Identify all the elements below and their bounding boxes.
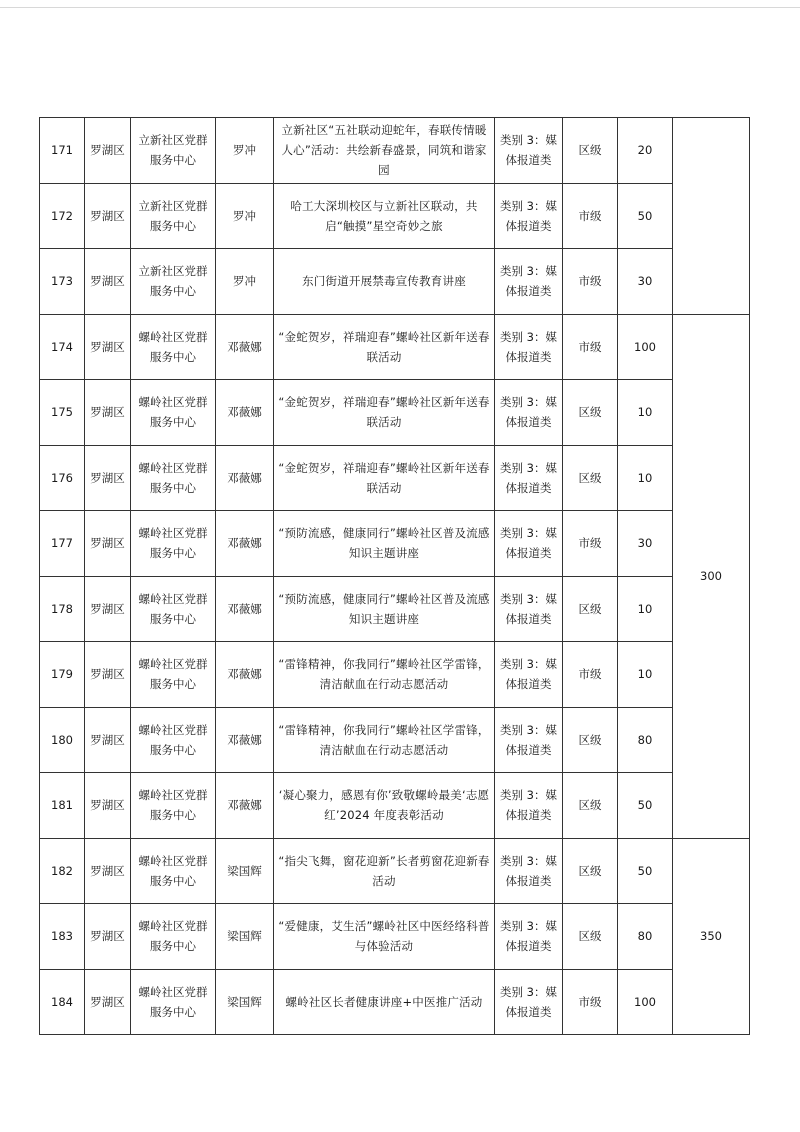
- level-cell: 区级: [563, 838, 618, 904]
- unit-cell: 螺岭社区党群服务中心: [131, 576, 216, 642]
- activity-title-cell: “金蛇贺岁，祥瑞迎春”螺岭社区新年送春联活动: [274, 314, 495, 380]
- level-cell: 市级: [563, 511, 618, 577]
- district-cell: 罗湖区: [85, 838, 131, 904]
- group-total-cell: 300: [673, 314, 750, 838]
- activity-title-cell: “金蛇贺岁，祥瑞迎春”螺岭社区新年送春联活动: [274, 380, 495, 446]
- activity-title-cell: 螺岭社区长者健康讲座+中医推广活动: [274, 969, 495, 1035]
- level-cell: 市级: [563, 642, 618, 708]
- person-cell: 梁国辉: [216, 969, 274, 1035]
- score-cell: 10: [618, 642, 673, 708]
- score-cell: 50: [618, 838, 673, 904]
- category-cell: 类别 3：媒体报道类: [495, 904, 563, 970]
- row-number-cell: 182: [40, 838, 85, 904]
- person-cell: 邓薇娜: [216, 576, 274, 642]
- person-cell: 梁国辉: [216, 904, 274, 970]
- person-cell: 邓薇娜: [216, 642, 274, 708]
- row-number-cell: 171: [40, 118, 85, 184]
- group-total-cell: [673, 118, 750, 315]
- activity-title-cell: 哈工大深圳校区与立新社区联动，共启“触摸”星空奇妙之旅: [274, 183, 495, 249]
- row-number-cell: 178: [40, 576, 85, 642]
- score-cell: 20: [618, 118, 673, 184]
- table-row: [40, 445, 750, 511]
- score-cell: 50: [618, 773, 673, 839]
- person-cell: 梁国辉: [216, 838, 274, 904]
- activity-title-cell: “预防流感，健康同行”螺岭社区普及流感知识主题讲座: [274, 576, 495, 642]
- row-number-cell: 181: [40, 773, 85, 839]
- level-cell: 市级: [563, 249, 618, 315]
- category-cell: 类别 3：媒体报道类: [495, 642, 563, 708]
- row-number-cell: 180: [40, 707, 85, 773]
- score-cell: 100: [618, 314, 673, 380]
- score-cell: 10: [618, 445, 673, 511]
- unit-cell: 螺岭社区党群服务中心: [131, 969, 216, 1035]
- district-cell: 罗湖区: [85, 445, 131, 511]
- category-cell: 类别 3：媒体报道类: [495, 380, 563, 446]
- activity-title-cell: “金蛇贺岁，祥瑞迎春”螺岭社区新年送春联活动: [274, 445, 495, 511]
- unit-cell: 立新社区党群服务中心: [131, 183, 216, 249]
- category-cell: 类别 3：媒体报道类: [495, 773, 563, 839]
- table-row: [40, 904, 750, 970]
- table-row: [40, 118, 750, 184]
- award-table: [39, 117, 750, 1035]
- score-cell: 30: [618, 249, 673, 315]
- row-number-cell: 179: [40, 642, 85, 708]
- activity-title-cell: “雷锋精神，你我同行”螺岭社区学雷锋，清洁献血在行动志愿活动: [274, 707, 495, 773]
- score-cell: 80: [618, 904, 673, 970]
- district-cell: 罗湖区: [85, 314, 131, 380]
- level-cell: 区级: [563, 380, 618, 446]
- district-cell: 罗湖区: [85, 380, 131, 446]
- score-cell: 80: [618, 707, 673, 773]
- unit-cell: 立新社区党群服务中心: [131, 249, 216, 315]
- district-cell: 罗湖区: [85, 773, 131, 839]
- activity-title-cell: “指尖飞舞，窗花迎新”长者剪窗花迎新春活动: [274, 838, 495, 904]
- unit-cell: 螺岭社区党群服务中心: [131, 838, 216, 904]
- row-number-cell: 175: [40, 380, 85, 446]
- person-cell: 邓薇娜: [216, 314, 274, 380]
- unit-cell: 立新社区党群服务中心: [131, 118, 216, 184]
- category-cell: 类别 3：媒体报道类: [495, 969, 563, 1035]
- table-row: [40, 183, 750, 249]
- group-total-cell: 350: [673, 838, 750, 1035]
- score-cell: 10: [618, 576, 673, 642]
- unit-cell: 螺岭社区党群服务中心: [131, 380, 216, 446]
- activity-title-cell: “爱健康，艾生活”螺岭社区中医经络科普与体验活动: [274, 904, 495, 970]
- row-number-cell: 172: [40, 183, 85, 249]
- level-cell: 市级: [563, 314, 618, 380]
- category-cell: 类别 3：媒体报道类: [495, 511, 563, 577]
- category-cell: 类别 3：媒体报道类: [495, 249, 563, 315]
- person-cell: 罗冲: [216, 249, 274, 315]
- level-cell: 区级: [563, 576, 618, 642]
- category-cell: 类别 3：媒体报道类: [495, 576, 563, 642]
- row-number-cell: 184: [40, 969, 85, 1035]
- person-cell: 邓薇娜: [216, 511, 274, 577]
- row-number-cell: 174: [40, 314, 85, 380]
- category-cell: 类别 3：媒体报道类: [495, 707, 563, 773]
- table-row: [40, 773, 750, 839]
- district-cell: 罗湖区: [85, 183, 131, 249]
- score-cell: 100: [618, 969, 673, 1035]
- unit-cell: 螺岭社区党群服务中心: [131, 773, 216, 839]
- category-cell: 类别 3：媒体报道类: [495, 838, 563, 904]
- level-cell: 市级: [563, 183, 618, 249]
- level-cell: 区级: [563, 445, 618, 511]
- district-cell: 罗湖区: [85, 249, 131, 315]
- person-cell: 邓薇娜: [216, 445, 274, 511]
- category-cell: 类别 3：媒体报道类: [495, 445, 563, 511]
- level-cell: 区级: [563, 904, 618, 970]
- activity-title-cell: ‘凝心聚力，感恩有你’致敬螺岭最美‘志愿红’2024 年度表彰活动: [274, 773, 495, 839]
- table-row: [40, 314, 750, 380]
- category-cell: 类别 3：媒体报道类: [495, 314, 563, 380]
- table-row: [40, 511, 750, 577]
- activity-title-cell: 立新社区“五社联动迎蛇年，春联传情暖人心”活动：共绘新春盛景，同筑和谐家园: [274, 118, 495, 184]
- unit-cell: 螺岭社区党群服务中心: [131, 707, 216, 773]
- table-body: [40, 118, 750, 1035]
- unit-cell: 螺岭社区党群服务中心: [131, 642, 216, 708]
- activity-title-cell: 东门街道开展禁毒宣传教育讲座: [274, 249, 495, 315]
- table-row: [40, 249, 750, 315]
- table-row: [40, 576, 750, 642]
- unit-cell: 螺岭社区党群服务中心: [131, 445, 216, 511]
- unit-cell: 螺岭社区党群服务中心: [131, 904, 216, 970]
- person-cell: 邓薇娜: [216, 707, 274, 773]
- level-cell: 区级: [563, 707, 618, 773]
- category-cell: 类别 3：媒体报道类: [495, 183, 563, 249]
- person-cell: 罗冲: [216, 183, 274, 249]
- category-cell: 类别 3：媒体报道类: [495, 118, 563, 184]
- score-cell: 10: [618, 380, 673, 446]
- table-row: [40, 838, 750, 904]
- row-number-cell: 177: [40, 511, 85, 577]
- district-cell: 罗湖区: [85, 969, 131, 1035]
- row-number-cell: 173: [40, 249, 85, 315]
- row-number-cell: 183: [40, 904, 85, 970]
- row-number-cell: 176: [40, 445, 85, 511]
- table-row: [40, 969, 750, 1035]
- activity-title-cell: “预防流感，健康同行”螺岭社区普及流感知识主题讲座: [274, 511, 495, 577]
- person-cell: 罗冲: [216, 118, 274, 184]
- district-cell: 罗湖区: [85, 642, 131, 708]
- district-cell: 罗湖区: [85, 511, 131, 577]
- activity-title-cell: “雷锋精神，你我同行”螺岭社区学雷锋，清洁献血在行动志愿活动: [274, 642, 495, 708]
- person-cell: 邓薇娜: [216, 773, 274, 839]
- level-cell: 区级: [563, 773, 618, 839]
- unit-cell: 螺岭社区党群服务中心: [131, 511, 216, 577]
- level-cell: 市级: [563, 969, 618, 1035]
- score-cell: 30: [618, 511, 673, 577]
- district-cell: 罗湖区: [85, 707, 131, 773]
- unit-cell: 螺岭社区党群服务中心: [131, 314, 216, 380]
- table-row: [40, 707, 750, 773]
- level-cell: 区级: [563, 118, 618, 184]
- score-cell: 50: [618, 183, 673, 249]
- district-cell: 罗湖区: [85, 904, 131, 970]
- person-cell: 邓薇娜: [216, 380, 274, 446]
- table-row: [40, 380, 750, 446]
- page-top-rule: [0, 7, 800, 8]
- district-cell: 罗湖区: [85, 576, 131, 642]
- table-row: [40, 642, 750, 708]
- district-cell: 罗湖区: [85, 118, 131, 184]
